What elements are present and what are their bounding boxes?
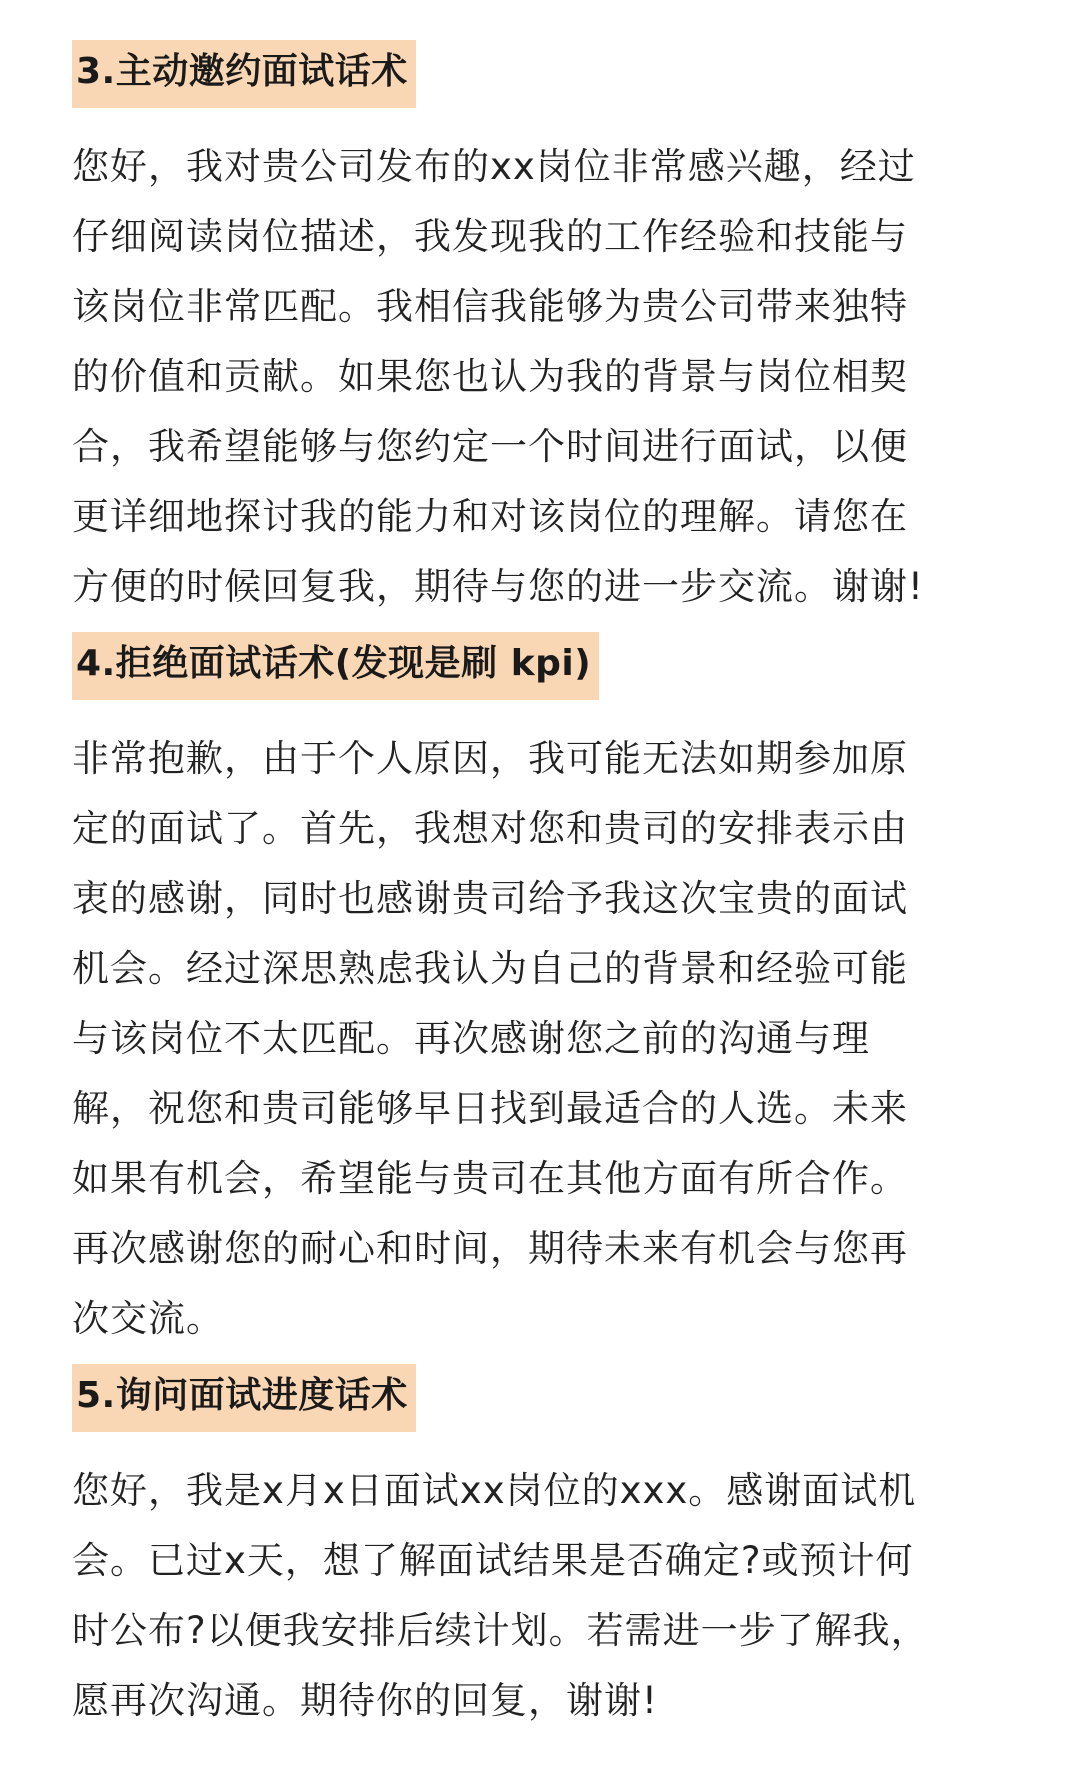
paragraph-line: 您好，我对贵公司发布的xx岗位非常感兴趣，经过 — [72, 145, 916, 188]
section-heading-wrap — [72, 1364, 1008, 1432]
section-heading-wrap — [72, 632, 1008, 700]
section-heading: 4.拒绝面试话术(发现是刷 kpi) — [72, 632, 599, 700]
paragraph-line: 仔细阅读岗位描述，我发现我的工作经验和技能与 — [72, 215, 908, 258]
paragraph-line: 与该岗位不太匹配。再次感谢您之前的沟通与理 — [72, 1017, 870, 1060]
paragraph-line: 该岗位非常匹配。我相信我能够为贵公司带来独特 — [72, 285, 908, 328]
section-ask-progress — [72, 1364, 1008, 1736]
paragraph-line: 您好，我是x月x日面试xx岗位的xxx。感谢面试机 — [72, 1469, 917, 1512]
section-invite-interview — [72, 40, 1008, 622]
section-heading-wrap — [72, 40, 1008, 108]
paragraph-line: 非常抱歉，由于个人原因，我可能无法如期参加原 — [72, 737, 908, 780]
paragraph-line: 机会。经过深思熟虑我认为自己的背景和经验可能 — [72, 947, 908, 990]
paragraph-line: 愿再次沟通。期待你的回复，谢谢! — [72, 1679, 658, 1722]
paragraph-line: 再次感谢您的耐心和时间，期待未来有机会与您再 — [72, 1227, 908, 1270]
paragraph-line: 的价值和贡献。如果您也认为我的背景与岗位相契 — [72, 355, 908, 398]
section-heading: 3.主动邀约面试话术 — [72, 40, 416, 108]
section-paragraph — [72, 1456, 1008, 1736]
section-decline-interview — [72, 632, 1008, 1354]
paragraph-line: 次交流。 — [72, 1297, 224, 1340]
section-paragraph — [72, 724, 1008, 1354]
paragraph-line: 如果有机会，希望能与贵司在其他方面有所合作。 — [72, 1157, 908, 1200]
paragraph-line: 时公布?以便我安排后续计划。若需进一步了解我， — [72, 1609, 929, 1652]
paragraph-line: 会。已过x天，想了解面试结果是否确定?或预计何 — [72, 1539, 914, 1582]
paragraph-line: 衷的感谢，同时也感谢贵司给予我这次宝贵的面试 — [72, 877, 908, 920]
section-heading: 5.询问面试进度话术 — [72, 1364, 416, 1432]
paragraph-line: 合，我希望能够与您约定一个时间进行面试，以便 — [72, 425, 908, 468]
paragraph-line: 解，祝您和贵司能够早日找到最适合的人选。未来 — [72, 1087, 908, 1130]
paragraph-line: 定的面试了。首先，我想对您和贵司的安排表示由 — [72, 807, 908, 850]
section-paragraph — [72, 132, 1008, 622]
paragraph-line: 方便的时候回复我，期待与您的进一步交流。谢谢! — [72, 565, 924, 608]
paragraph-line: 更详细地探讨我的能力和对该岗位的理解。请您在 — [72, 495, 908, 538]
